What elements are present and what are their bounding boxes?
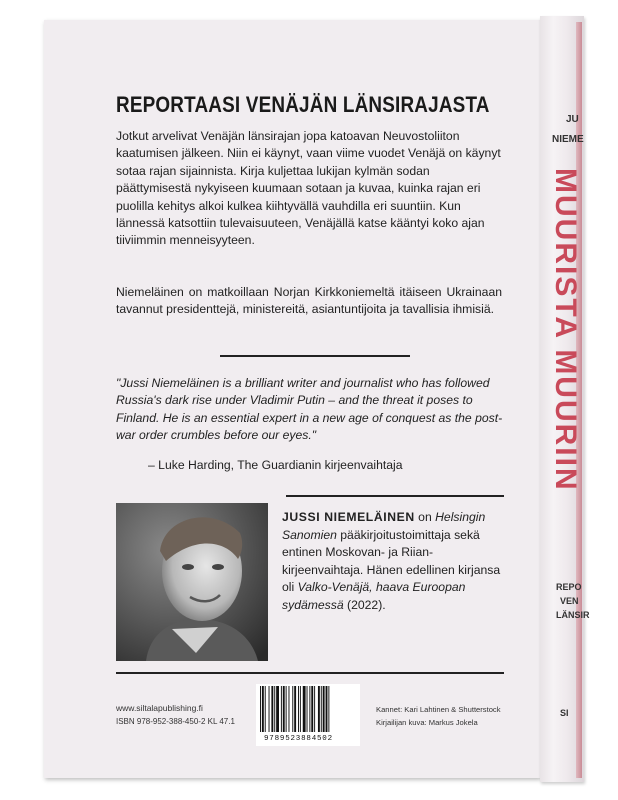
spine-author bbox=[552, 110, 584, 150]
bio-newspaper: Helsingin Sanomien bbox=[282, 510, 486, 542]
credit-photo: Kirjailijan kuva: Markus Jokela bbox=[376, 718, 478, 727]
barcode-number: 9789523884502 bbox=[264, 735, 333, 743]
isbn-line: ISBN 978-952-388-450-2 KL 47.1 bbox=[116, 717, 235, 726]
author-bio bbox=[282, 509, 506, 615]
description-paragraph-2: Niemeläinen on matkoillaan Norjan Kirkkoniemeltä itäiseen Ukrainaan tavannut presidenttejä, ministereitä, asiantuntijoita ja tavallisia ihmisiä. bbox=[116, 285, 502, 317]
bio-previous-book: Valko-Venäjä, haava Euroopan sydämessä bbox=[282, 580, 466, 612]
author-portrait-icon bbox=[116, 503, 268, 661]
spine-author-line-1: JU bbox=[566, 114, 579, 125]
spine-subtitle-line-1: REPO bbox=[556, 582, 582, 592]
back-cover-title: REPORTAASI VENÄJÄN LÄNSIRAJASTA bbox=[116, 92, 490, 117]
spine-title bbox=[549, 168, 582, 558]
divider-3 bbox=[116, 672, 504, 674]
author-name: JUSSI NIEMELÄINEN bbox=[282, 510, 415, 524]
spine-publisher: SI bbox=[560, 708, 569, 718]
description-paragraph-1: Jotkut arvelivat Venäjän länsirajan jopa katoavan Neuvostoliiton kaatumisen jälkeen. Niin ei käynyt, vaan viime vuodet Venäjä on käynyt sotaa rajan sijainnista. Kirja kuljettaa lukijan kylmän sodan päättymisestä nykyiseen kuumaan sotaan ja kuvaa, kuinka rajan eri puolilla kehitys alkoi kulkea kiihtyvällä vauhdilla eri suuntiin. Kun lännessä katsottiin tulevaisuuteen, Venäjällä katse kääntyi koko ajan tiiviimmin menneisyyteen. bbox=[116, 129, 501, 248]
bio-text-2: pääkirjoitustoimittaja sekä entinen Moskovan- ja Riiankirjeenvaihtaja. Hänen edellinen kirjansa oli bbox=[282, 527, 501, 595]
divider-1 bbox=[220, 355, 410, 357]
barcode-bars-icon bbox=[256, 684, 360, 734]
spine-title-text: MUURISTA MUURIIN bbox=[549, 168, 582, 492]
divider-2 bbox=[286, 495, 504, 497]
credit-cover: Kannet: Kari Lahtinen & Shutterstock bbox=[376, 705, 501, 714]
bio-text-3: (2022). bbox=[343, 597, 386, 612]
spine-subtitle bbox=[556, 580, 590, 622]
spine-subtitle-line-3: LÄNSIR bbox=[556, 610, 590, 620]
image-credits bbox=[376, 703, 501, 729]
blurb-quote: "Jussi Niemeläinen is a brilliant writer and journalist who has followed Russia's dark rise under Vladimir Putin – and the threat it poses to Finland. He is an essential expert in a new age of conquest as the post-war order crumbles before our eyes." bbox=[116, 376, 503, 443]
spine-subtitle-line-2: VEN bbox=[560, 596, 579, 606]
author-photo bbox=[116, 503, 268, 661]
bio-text-1: on bbox=[414, 510, 436, 524]
blurb-attribution: – Luke Harding, The Guardianin kirjeenvaihtaja bbox=[148, 458, 403, 472]
spine-author-line-2: NIEME bbox=[552, 134, 584, 145]
publisher-url: www.siltalapublishing.fi bbox=[116, 703, 203, 713]
